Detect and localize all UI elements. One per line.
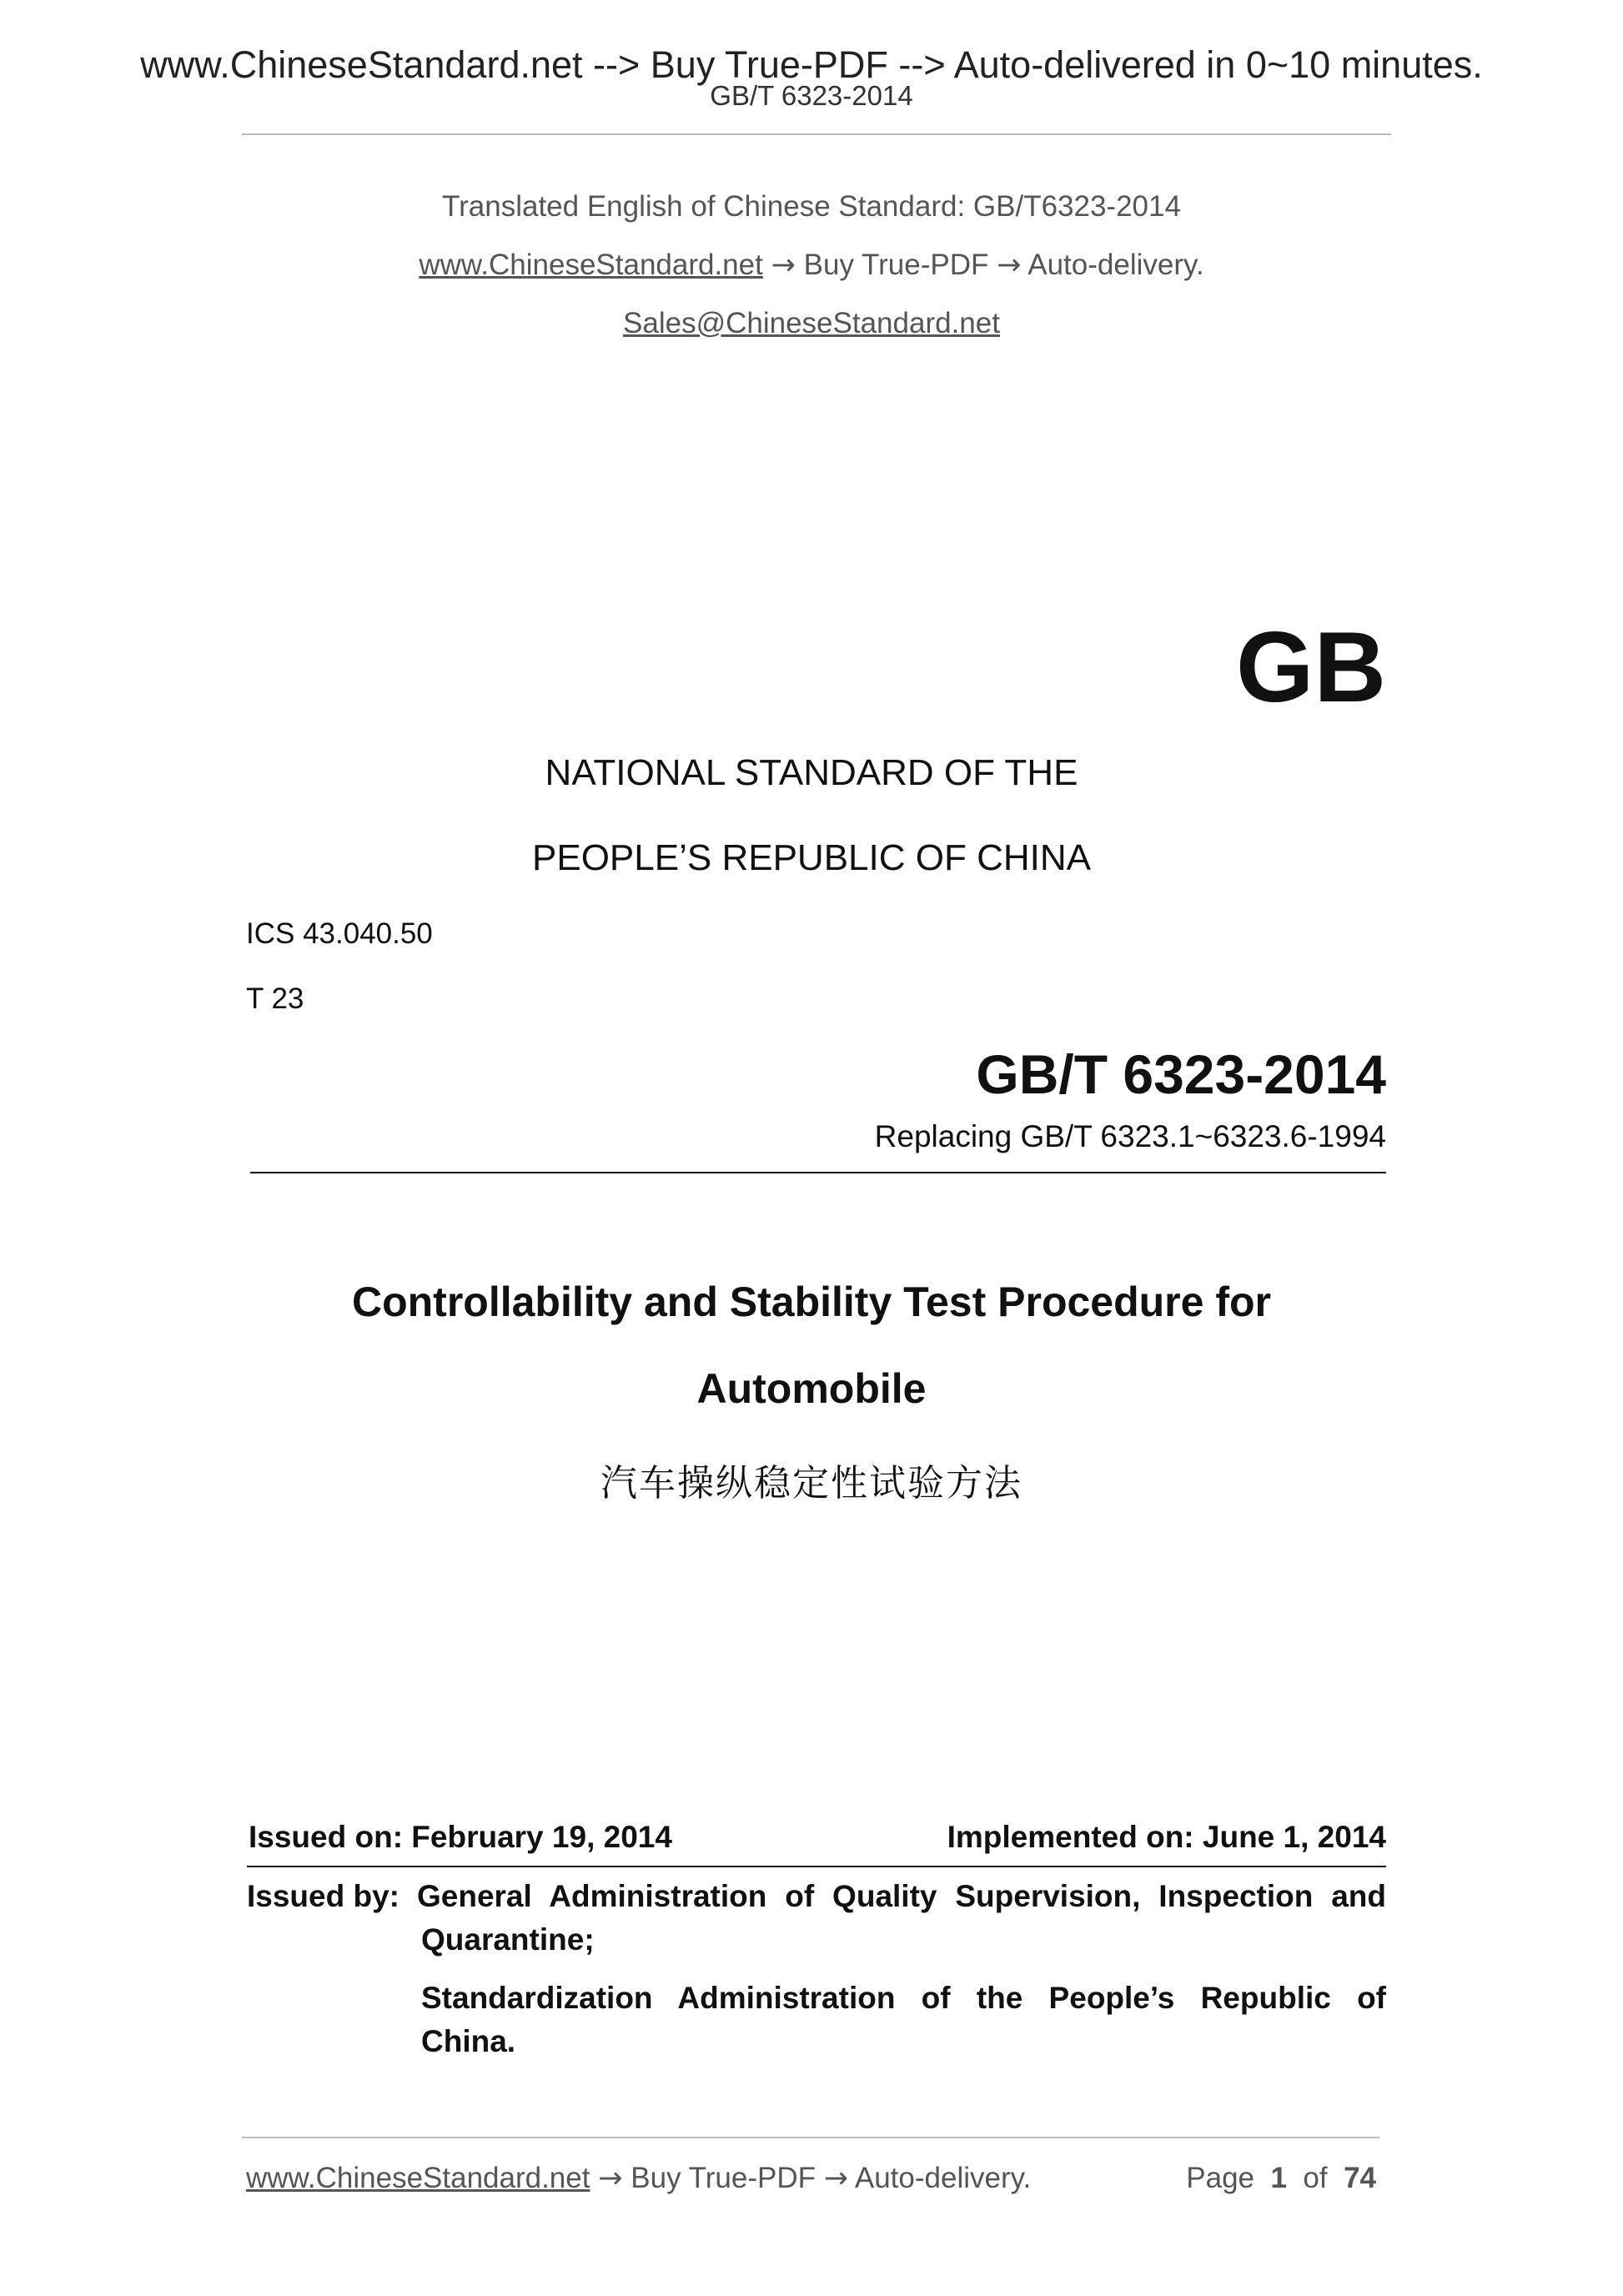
- page-total: 74: [1344, 2162, 1376, 2194]
- implemented-on: Implemented on: June 1, 2014: [947, 1820, 1386, 1854]
- issued-on: Issued on: February 19, 2014: [249, 1820, 672, 1854]
- arrow-right-icon: →: [823, 2162, 849, 2195]
- page-of: of: [1303, 2162, 1328, 2194]
- issuer1-line1: General Administration of Quality Supervision, Inspection and: [417, 1879, 1386, 1913]
- arrow-right-icon: →: [598, 2162, 623, 2195]
- email-link[interactable]: Sales@ChineseStandard.net: [623, 307, 1000, 339]
- footer-buy-text: Buy True-PDF: [631, 2162, 816, 2194]
- footer-auto-text: Auto-delivery.: [854, 2162, 1032, 2194]
- gb-logo: GB: [1236, 611, 1386, 723]
- title-rule: [250, 1172, 1386, 1173]
- buy-text: Buy True-PDF: [803, 249, 989, 281]
- footer-purchase-line: [246, 2162, 1031, 2195]
- issue-rule: [247, 1866, 1386, 1867]
- ics-code: ICS 43.040.50: [246, 917, 433, 950]
- arrow-right-icon: →: [997, 249, 1022, 282]
- purchase-line: [0, 249, 1623, 282]
- page-label: Page: [1186, 2162, 1255, 2194]
- arrow-right-icon: →: [771, 249, 796, 282]
- page-indicator: [1043, 2162, 1376, 2195]
- replacing-note: Replacing GB/T 6323.1~6323.6-1994: [874, 1119, 1386, 1153]
- translated-notice: Translated English of Chinese Standard: GB/T6323-2014: [442, 190, 1181, 223]
- site-link[interactable]: www.ChineseStandard.net: [419, 249, 763, 281]
- issuer2-line1: Standardization Administration of the People’s Republic of: [421, 1981, 1386, 2015]
- english-title-line2: Automobile: [696, 1365, 927, 1412]
- footer-site-link[interactable]: www.ChineseStandard.net: [246, 2162, 590, 2194]
- standard-number: GB/T 6323-2014: [976, 1043, 1386, 1105]
- email-line: [0, 307, 1623, 340]
- issuer2-line2: China.: [421, 2024, 516, 2058]
- national-standard-line2: PEOPLE’S REPUBLIC OF CHINA: [532, 837, 1091, 878]
- chinese-title: 汽车操纵稳定性试验方法: [600, 1463, 1023, 1504]
- header-rule: [242, 133, 1391, 135]
- page-current: 1: [1270, 2162, 1287, 2194]
- top-banner: www.ChineseStandard.net --> Buy True-PDF --> Auto-delivered in 0~10 minutes.: [140, 43, 1483, 86]
- english-title-line1: Controllability and Stability Test Procedure for: [351, 1279, 1271, 1325]
- national-standard-line1: NATIONAL STANDARD OF THE: [545, 752, 1078, 793]
- auto-delivery-text: Auto-delivery.: [1028, 249, 1204, 281]
- issued-by-label: Issued by:: [247, 1879, 399, 1913]
- issuer1-line2: Quarantine;: [421, 1922, 595, 1957]
- running-header-code: GB/T 6323-2014: [710, 80, 913, 111]
- footer-rule: [242, 2137, 1379, 2138]
- t-code: T 23: [246, 982, 304, 1015]
